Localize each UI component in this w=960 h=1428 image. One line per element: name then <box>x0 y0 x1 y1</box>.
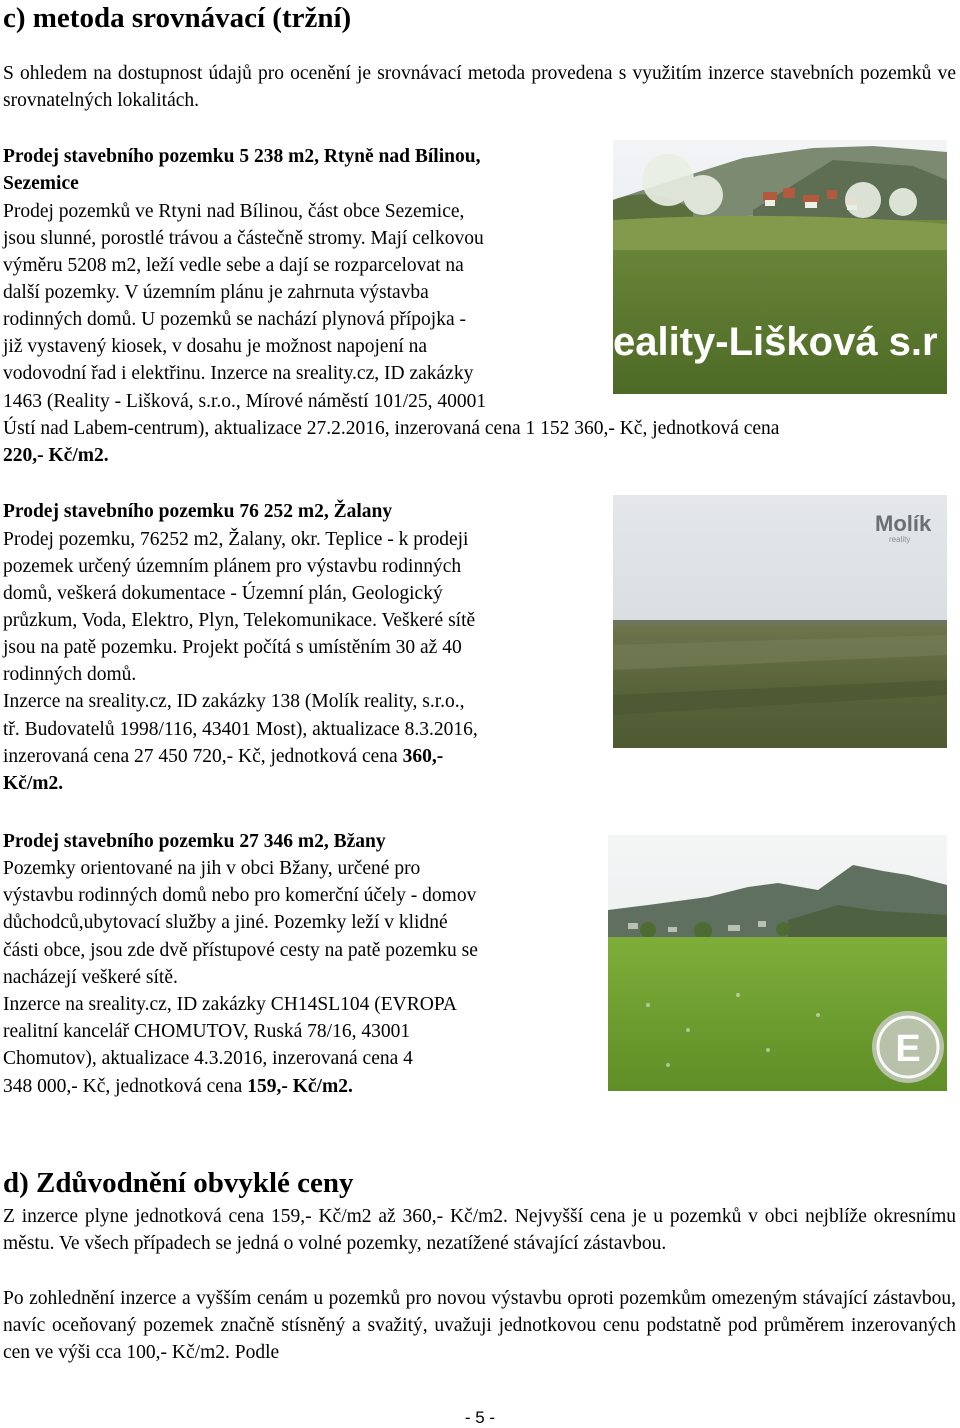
listing3-line-1: Pozemky orientované na jih v obci Bžany, určené pro <box>3 858 421 879</box>
listing2-line-9 <box>3 743 443 770</box>
listing2-line-3: domů, veškerá dokumentace - Územní plán, Geologický <box>3 583 443 604</box>
listing2-title: Prodej stavebního pozemku 76 252 m2, Žalany <box>3 501 393 522</box>
section-c-heading: c) metoda srovnávací (tržní) <box>3 2 352 34</box>
listing3-photo <box>608 835 947 1091</box>
listing2-price-text: inzerovaná cena 27 450 720,- Kč, jednotková cena <box>3 746 403 767</box>
listing1-unit-price: 220,- Kč/m2. <box>3 445 109 466</box>
page-number: - 5 - <box>464 1408 496 1427</box>
listing2-line-4: průzkum, Voda, Elektro, Plyn, Telekomunikace. Veškeré sítě <box>3 610 476 631</box>
listing3-line-3: důchodců,ubytovací služby a jiné. Pozemky leží v klidné <box>3 912 448 933</box>
listing2-line-5: jsou na patě pozemku. Projekt počítá s umístěním 30 až 40 <box>3 637 462 658</box>
listing2-unit-price: 360,- <box>402 746 444 767</box>
listing1-line-4: další pozemky. V územním plánu je zahrnuta výstavba <box>3 282 429 303</box>
listing2-line-2: pozemek určený územním plánem pro výstavbu rodinných <box>3 556 462 577</box>
listing2-line-7: Inzerce na sreality.cz, ID zakázky 138 (Molík reality, s.r.o., <box>3 691 465 712</box>
meadow-image <box>608 835 947 1091</box>
section-d-paragraph-1: Z inzerce plyne jednotková cena 159,- Kč/m2 až 360,- Kč/m2. Nejvyšší cena je u pozemků v obci nejblíže okresnímu městu. Ve všech případech se jedná o volné pozemky, nezatížené stávající zástavbou. <box>3 1206 956 1255</box>
landscape-image <box>613 140 947 394</box>
listing3-line-5: nacházejí veškeré sítě. <box>3 967 178 988</box>
listing1-line-1: Prodej pozemků ve Rtyni nad Bílinou, část obce Sezemice, <box>3 201 465 222</box>
listing2-line-8: tř. Budovatelů 1998/116, 43401 Most), aktualizace 8.3.2016, <box>3 719 478 740</box>
listing1-line-2: jsou slunné, porostlé trávou a částečně stromy. Mají celkovou <box>3 228 484 249</box>
listing3-line-7: realitní kancelář CHOMUTOV, Ruská 78/16, 43001 <box>3 1021 411 1042</box>
section-c-intro: S ohledem na dostupnost údajů pro ocenění je srovnávací metoda provedena s využitím inzerce stavebních pozemků ve srovnatelných lokalitách. <box>3 63 956 112</box>
listing3-line-8: Chomutov), aktualizace 4.3.2016, inzerovaná cena 4 <box>3 1048 413 1069</box>
listing3-line-9 <box>3 1073 353 1100</box>
listing3-title: Prodej stavebního pozemku 27 346 m2, Bžany <box>3 831 386 852</box>
listing3-line-2: výstavbu rodinných domů nebo pro komerční účely - domov <box>3 885 477 906</box>
molik-logo-sub: reality <box>889 535 911 544</box>
molik-logo: Molík <box>875 511 932 536</box>
listing2-line-6: rodinných domů. <box>3 664 137 685</box>
listing2-unit-line: Kč/m2. <box>3 773 64 794</box>
listing3-unit-price: 159,- Kč/m2. <box>247 1076 353 1097</box>
listing1-line-3: výměru 5208 m2, leží vedle sebe a dají se rozparcelovat na <box>3 255 464 276</box>
section-d-heading: d) Zdůvodnění obvyklé ceny <box>3 1167 354 1199</box>
listing3-line-4: části obce, jsou zde dvě přístupové cesty na patě pozemku se <box>3 940 478 961</box>
listing1-line-7: vodovodní řad i elektřinu. Inzerce na sreality.cz, ID zakázky <box>3 363 474 384</box>
evropa-logo-letter: E <box>895 1028 921 1070</box>
listing1-line-8: 1463 (Reality - Lišková, s.r.o., Mírové náměstí 101/25, 40001 <box>3 391 487 412</box>
listing3-price-text: 348 000,- Kč, jednotková cena <box>3 1076 248 1097</box>
listing1-title-line1: Prodej stavebního pozemku 5 238 m2, Rtyně nad Bílinou, <box>3 146 481 167</box>
listing1-photo <box>613 140 947 394</box>
photo-watermark: eality-Lišková s.r <box>613 320 938 364</box>
listing1-title-line2: Sezemice <box>3 173 79 194</box>
listing2-photo <box>613 495 947 748</box>
field-image <box>613 495 947 748</box>
listing3-line-6: Inzerce na sreality.cz, ID zakázky CH14SL104 (EVROPA <box>3 994 457 1015</box>
listing2-line-1: Prodej pozemku, 76252 m2, Žalany, okr. Teplice - k prodeji <box>3 529 469 550</box>
listing1-line-9: Ústí nad Labem-centrum), aktualizace 27.2.2016, inzerovaná cena 1 152 360,- Kč, jednotková cena <box>3 418 780 439</box>
listing1-line-6: již vystavený kiosek, v dosahu je možnost napojení na <box>3 336 428 357</box>
listing1-line-5: rodinných domů. U pozemků se nachází plynová přípojka - <box>3 309 467 330</box>
section-d-paragraph-2: Po zohlednění inzerce a vyšším cenám u pozemků pro novou výstavbu oproti pozemkům omezeným stávající zástavbou, navíc oceňovaný pozemek značně stísněný a svažitý, uvažuji jednotkovou cenu podstatně pod průměrem inzerovaných cen ve výši cca 100,- Kč/m2. Podle <box>3 1288 956 1364</box>
